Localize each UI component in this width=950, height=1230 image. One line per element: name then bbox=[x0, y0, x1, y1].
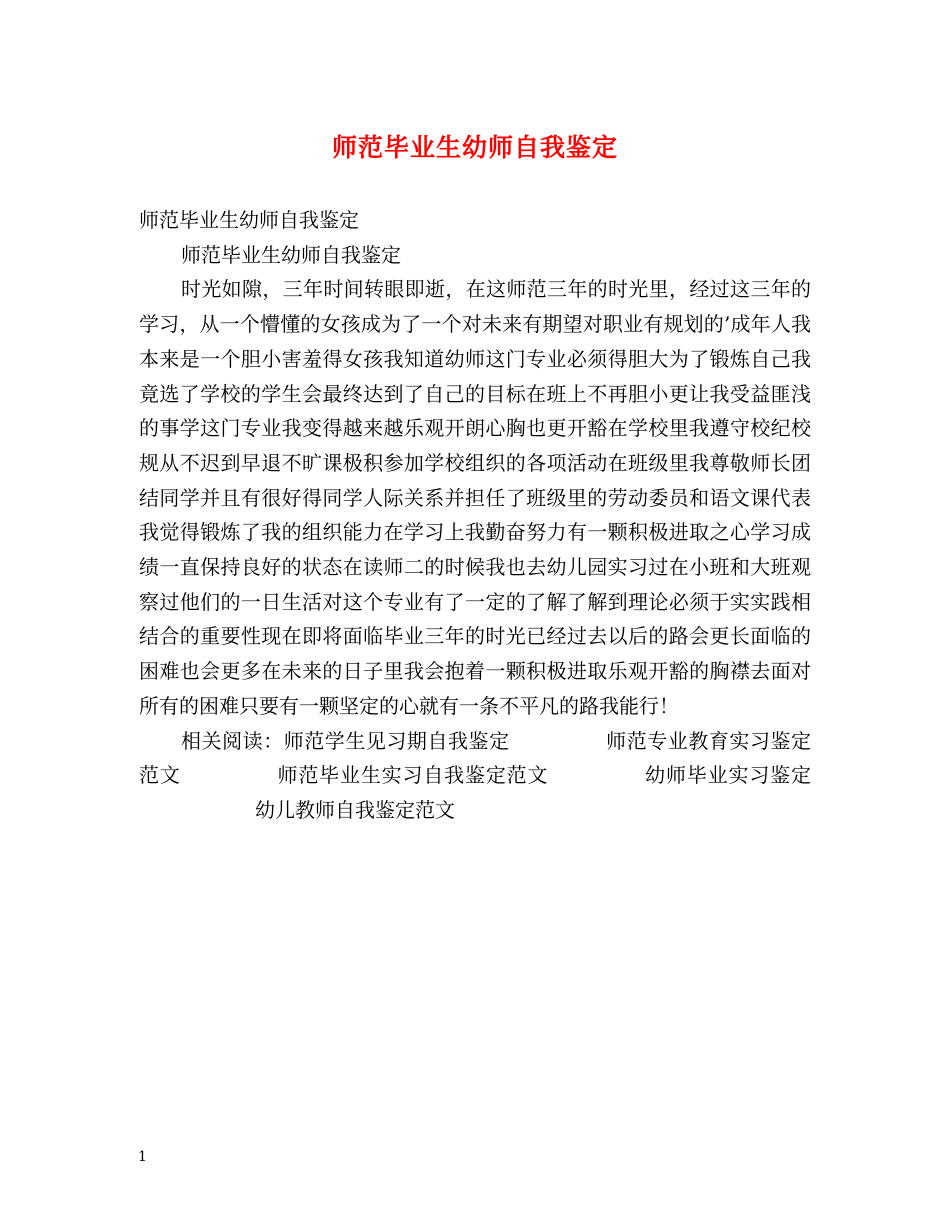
related-link[interactable]: 师范学生见习期自我鉴定 bbox=[283, 728, 510, 753]
related-link[interactable]: 师范毕业生实习自我鉴定范文 bbox=[276, 763, 549, 788]
related-link[interactable]: 幼师毕业实习鉴定 bbox=[644, 763, 812, 788]
body-paragraph: 时光如隙，三年时间转眼即逝，在这师范三年的时光里，经过这三年的学习，从一个懵懂的女孩成为了一个对未来有期望对职业有规划的’成年人我本来是一个胆小害羞得女孩我知道幼师这门专业必须得胆大为了锻炼自己我竟选了学校的学生会最终达到了自己的目标在班上不再胆小更让我受益匪浅的事学这门专业我变得越来越乐观开朗心胸也更开豁在学校里我遵守校纪校规从不迟到早退不旷课极积参加学校组织的各项活动在班级里我尊敬师长团结同学并且有很好得同学人际关系并担任了班级里的劳动委员和语文课代表我觉得锻炼了我的组织能力在学习上我勤奋努力有一颗积极进取之心学习成绩一直保持良好的状态在读师二的时候我也去幼儿园实习过在小班和大班观察过他们的一日生活对这个专业有了一定的了解了解到理论必须于实实践相结合的重要性现在即将面临毕业三年的时光已经过去以后的路会更长面临的困难也会更多在未来的日子里我会抱着一颗积极进取乐观开豁的胸襟去面对所有的困难只要有一颗坚定的心就有一条不平凡的路我能行！ bbox=[139, 277, 811, 718]
heading-line: 师范毕业生幼师自我鉴定 bbox=[139, 208, 359, 232]
related-label: 相关阅读： bbox=[181, 728, 284, 753]
document-body bbox=[139, 203, 811, 828]
related-reading bbox=[139, 724, 811, 828]
subheading-line: 师范毕业生幼师自我鉴定 bbox=[181, 242, 401, 267]
page-number: 1 bbox=[138, 1149, 147, 1165]
related-link[interactable]: 幼儿教师自我鉴定范文 bbox=[255, 797, 455, 822]
document-title: 师范毕业生幼师自我鉴定 bbox=[331, 133, 618, 162]
related-link[interactable]: 师范专业教育实习鉴定范文 bbox=[139, 728, 812, 788]
